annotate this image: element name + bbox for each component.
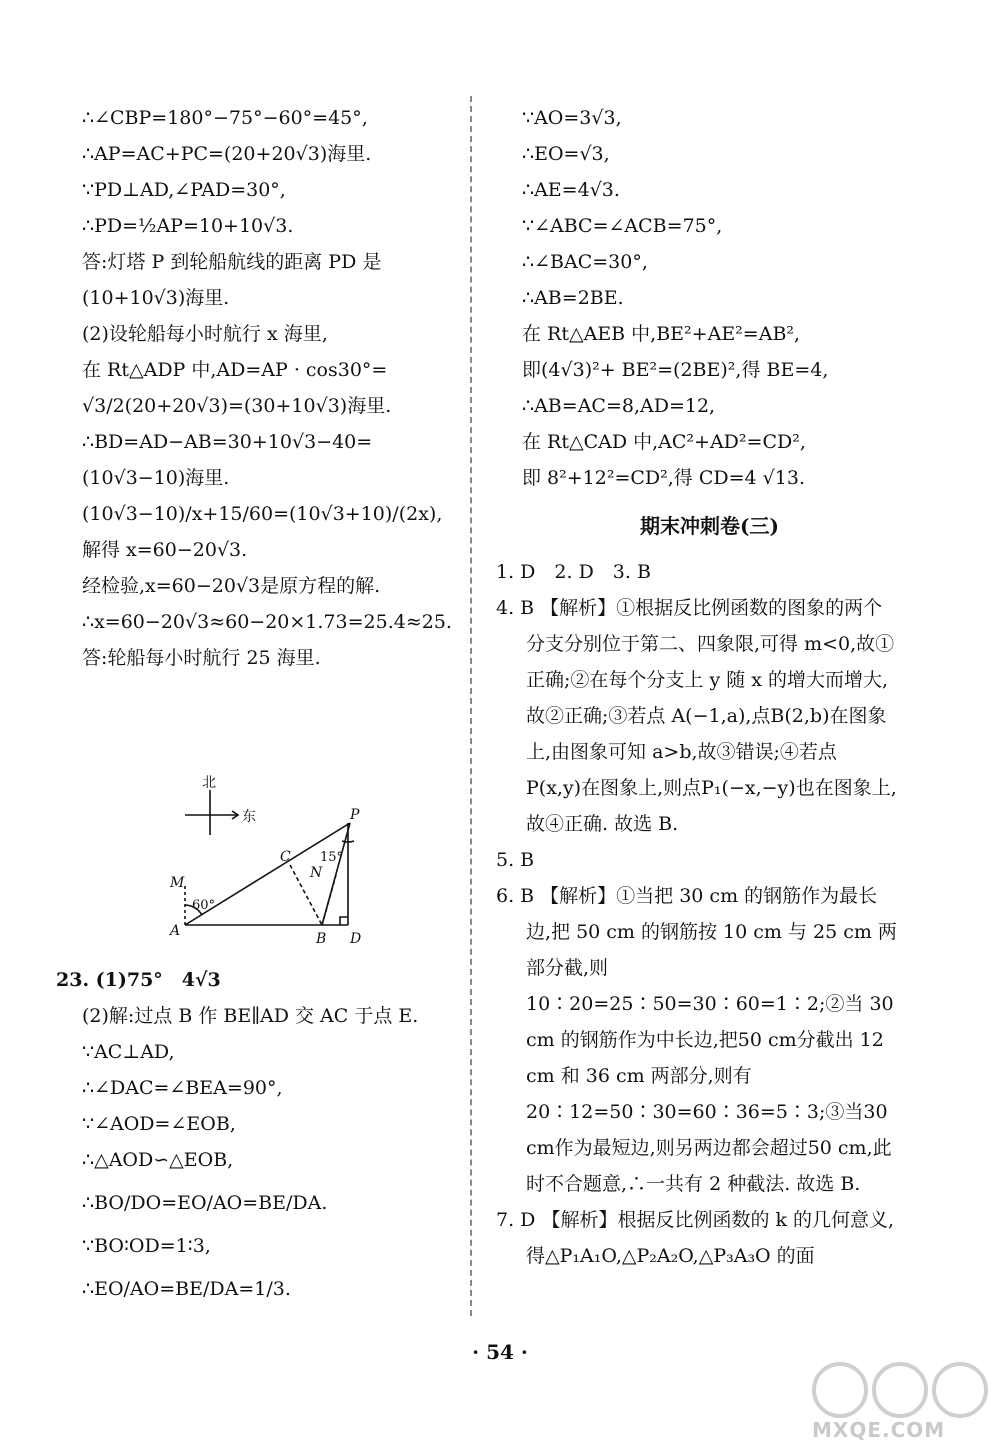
answer-item: 6. B 【解析】①当把 30 cm 的钢筋作为最长边,把 50 cm 的钢筋按 10 cm 与 25 cm 两部分截,则 10∶20=25∶50=30∶60=1∶2;②当 30 cm 的钢筋作为中长边,把50 cm分截出 12 cm 和 36 cm 两部分,则有20∶12=50∶30=60∶36=5∶3;③当30 cm作为最短边,则另两边都会超过50 cm,此时不合题意,∴一共有 2 种截法. 故选 B. [496,885,897,1195]
q23-line: 23. (1)75° 4√3 [56,969,221,991]
left-line: ∴x=60−20√3≈60−20×1.73=25.4≈25. [82,611,452,633]
left-line: 解得 x=60−20√3. [82,539,248,561]
right-line: ∴∠BAC=30°, [522,251,648,273]
answer-item: 5. B [496,849,535,871]
label-d: D [350,931,362,947]
q23-line: ∴EO/AO=BE/DA=1/3. [82,1278,291,1300]
answer-item: 1. D 2. D 3. B [496,561,651,583]
question-23 [56,962,452,1314]
q23-line: ∵∠AOD=∠EOB, [82,1113,236,1135]
q23-line: (2)解:过点 B 作 BE∥AD 交 AC 于点 E. [82,1005,419,1027]
section-title: 期末冲刺卷(三) [640,514,779,538]
label-angle-60: 60° [192,898,216,913]
label-east: 东 [242,809,256,825]
right-line: ∴EO=√3, [522,143,610,165]
label-north: 北 [202,775,216,791]
right-line: ∵∠ABC=∠ACB=75°, [522,215,723,237]
right-line: ∴AE=4√3. [522,179,620,201]
q23-line: ∴△AOD∽△EOB, [82,1149,234,1171]
left-line: ∴BD=AD−AB=30+10√3−40= [82,431,373,453]
right-line: ∴AB=2BE. [522,287,624,309]
watermark-site: MXQE.COM [812,1418,946,1442]
left-column [82,100,452,676]
right-line: 在 Rt△CAD 中,AC²+AD²=CD², [522,431,806,453]
left-line: ∴PD=½AP=10+10√3. [82,215,294,237]
right-line: ∵AO=3√3, [522,107,622,129]
left-line: (2)设轮船每小时航行 x 海里, [82,323,328,345]
label-p: P [350,807,360,823]
answer-item: 4. B 【解析】①根据反比例函数的图象的两个分支分别位于第二、四象限,可得 m<0,故①正确;②在每个分支上 y 随 x 的增大而增大,故②正确;③若点 A(−1,a),点B(2,b)在图象上,由图象可知 a>b,故③错误;④若点 P(x,y)在图象上,则点P₁(−x,−y)也在图象上,故④正确. 故选 B. [496,597,897,835]
label-a: A [170,923,181,939]
q23-line: ∵BO∶OD=1∶3, [82,1235,211,1257]
left-line: (10√3−10)海里. [82,467,230,489]
right-angle-mark [340,917,348,925]
label-angle-15: 15° [320,850,344,865]
label-n: N [310,865,323,881]
label-b: B [316,931,327,947]
page-number: · 54 · [472,1340,528,1364]
column-divider [470,96,472,1316]
right-line: 在 Rt△AEB 中,BE²+AE²=AB², [522,323,801,345]
right-line: ∴AB=AC=8,AD=12, [522,395,716,417]
left-line: ∴∠CBP=180°−75°−60°=45°, [82,107,368,129]
label-c: C [280,849,291,865]
q23-line: ∴BO/DO=EO/AO=BE/DA. [82,1192,328,1214]
right-line: 即 8²+12²=CD²,得 CD=4 √13. [522,467,805,489]
q23-line: ∴∠DAC=∠BEA=90°, [82,1077,283,1099]
left-line: 答:轮船每小时航行 25 海里. [82,647,321,669]
left-line: 在 Rt△ADP 中,AD=AP · cos30°= [82,359,388,381]
left-line: ∵PD⊥AD,∠PAD=30°, [82,179,286,201]
label-m: M [170,875,185,891]
left-line: √3/2(20+20√3)=(30+10√3)海里. [82,395,392,417]
q23-line: ∵AC⊥AD, [82,1041,175,1063]
answer-item: 7. D 【解析】根据反比例函数的 k 的几何意义,得△P₁A₁O,△P₂A₂O,△P₃A₃O 的面 [496,1209,895,1267]
right-line: 即(4√3)²+ BE²=(2BE)²,得 BE=4, [522,359,829,381]
geometry-figure [160,775,380,950]
left-line: (10√3−10)/x+15/60=(10√3+10)/(2x), [82,503,443,525]
left-line: ∴AP=AC+PC=(20+20√3)海里. [82,143,372,165]
left-line: (10+10√3)海里. [82,287,230,309]
right-column [496,100,897,1274]
left-line: 答:灯塔 P 到轮船航线的距离 PD 是 [82,251,382,273]
left-line: 经检验,x=60−20√3是原方程的解. [82,575,381,597]
